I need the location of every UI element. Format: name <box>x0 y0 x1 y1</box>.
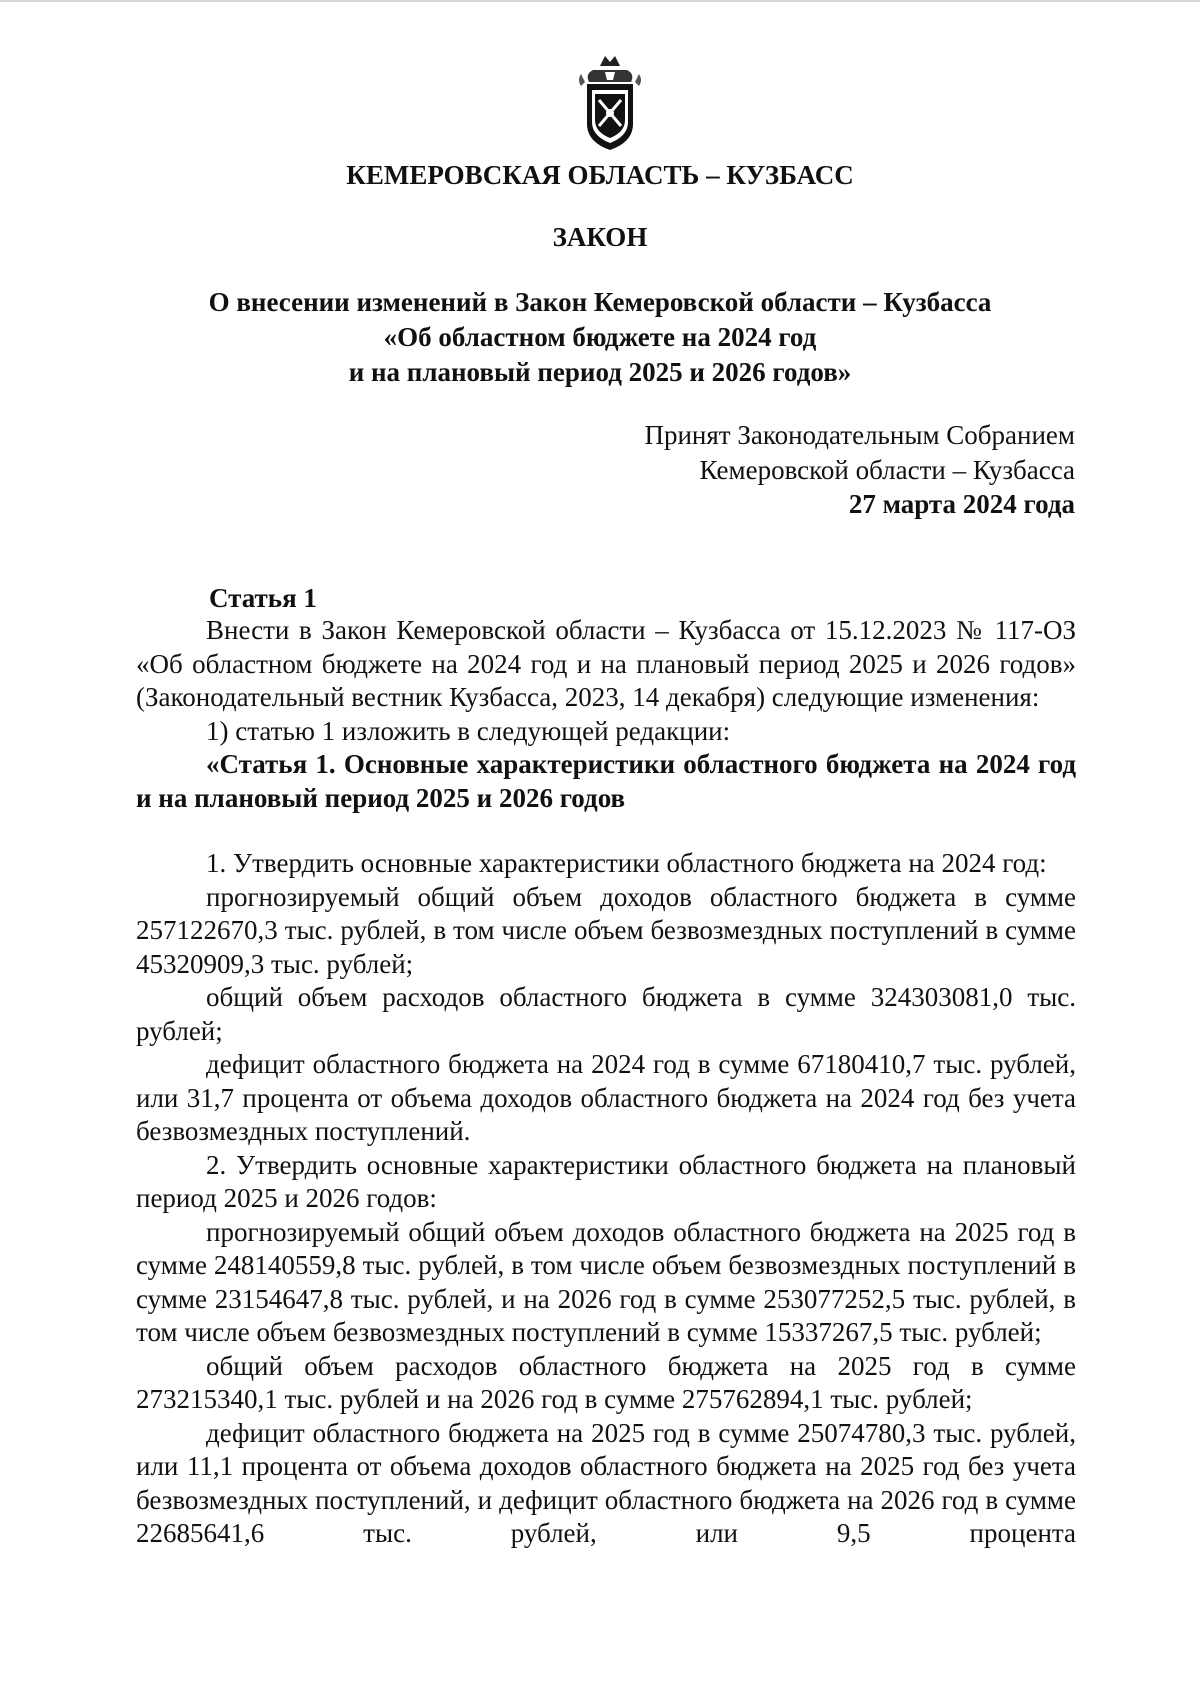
paragraph: прогнозируемый общий объем доходов областного бюджета на 2025 год в сумме 248140559,8 тыс. рублей, в том числе объем безвозмездных поступлений в сумме 23154647,8 тыс. рублей, и на 2026 год в сумме 253077252,5 тыс. рублей, в том числе объем безвозмездных поступлений в сумме 15337267,5 тыс. рублей; <box>136 1216 1076 1347</box>
document-type: ЗАКОН <box>552 222 648 252</box>
adoption-line: Принят Законодательным Собранием <box>644 420 1075 450</box>
paragraph: дефицит областного бюджета на 2025 год в сумме 25074780,3 тыс. рублей, или 11,1 процента от объема доходов областного бюджета на 2025 год без учета безвозмездных поступлений, и дефицит областного бюджета на 2026 год в сумме 22685641,6 тыс. рублей, или 9,5 процента <box>136 1417 1076 1548</box>
scan-edge-line <box>0 0 1200 2</box>
law-title <box>0 285 1200 390</box>
adoption-date: 27 марта 2024 года <box>848 489 1075 519</box>
law-title-line: О внесении изменений в Закон Кемеровской области – Кузбасса <box>208 287 992 317</box>
article-heading: Статья 1 <box>209 583 317 613</box>
law-title-line: и на плановый период 2025 и 2026 годов» <box>348 357 852 387</box>
paragraph: прогнозируемый общий объем доходов областного бюджета в сумме 257122670,3 тыс. рублей, в том числе объем безвозмездных поступлений в сумме 45320909,3 тыс. рублей; <box>136 881 1076 979</box>
paragraph: 1. Утвердить основные характеристики областного бюджета на 2024 год: <box>206 848 1047 878</box>
paragraph: общий объем расходов областного бюджета на 2025 год в сумме 273215340,1 тыс. рублей и на 2026 год в сумме 275762894,1 тыс. рублей; <box>136 1350 1076 1414</box>
paragraph: общий объем расходов областного бюджета в сумме 324303081,0 тыс. рублей; <box>136 982 1076 1046</box>
article-intro-paragraph: Внести в Закон Кемеровской области – Кузбасса от 15.12.2023 № 117-ОЗ «Об областном бюджете на 2024 год и на плановый период 2025 и 2026 годов» (Законодательный вестник Кузбасса, 2023, 14 декабря) следующие изменения: <box>136 615 1076 712</box>
new-article-heading: «Статья 1. Основные характеристики областного бюджета на 2024 год и на плановый период 2025 и 2026 годов <box>136 749 1076 813</box>
region-name: КЕМЕРОВСКАЯ ОБЛАСТЬ – КУЗБАСС <box>346 160 854 190</box>
article-body-main <box>136 847 1076 1551</box>
paragraph: дефицит областного бюджета на 2024 год в сумме 67180410,7 тыс. рублей, или 31,7 процента от объема доходов областного бюджета на 2024 год без учета безвозмездных поступлений. <box>136 1049 1076 1146</box>
coat-of-arms-emblem <box>575 52 645 152</box>
article-body-intro <box>136 614 1076 815</box>
paragraph: 2. Утвердить основные характеристики областного бюджета на плановый период 2025 и 2026 годов: <box>136 1149 1076 1213</box>
article-item-1: 1) статью 1 изложить в следующей редакции: <box>206 715 731 746</box>
law-title-line: «Об областном бюджете на 2024 год <box>383 322 817 352</box>
adoption-note <box>644 418 1075 522</box>
adoption-line: Кемеровской области – Кузбасса <box>699 454 1075 485</box>
